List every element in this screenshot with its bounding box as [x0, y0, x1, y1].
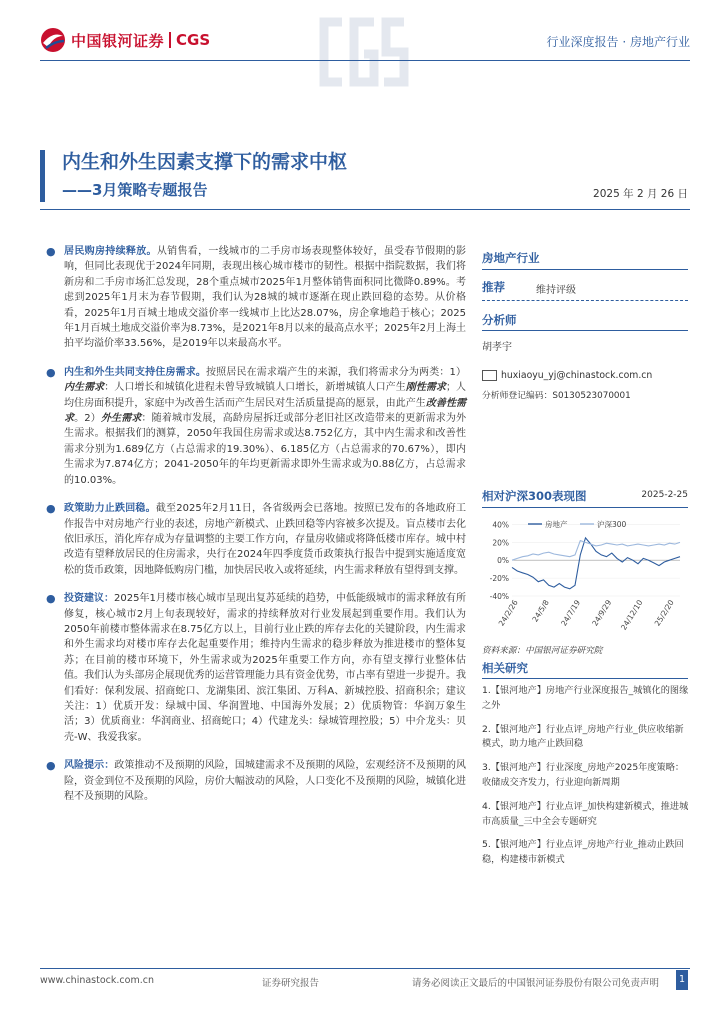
chart-date: 2025-2-25: [641, 490, 688, 500]
summary-paragraph-needs: [44, 365, 466, 488]
paragraph-text: ：随着城市发展，高龄房屋拆迁或部分老旧社区改造带来的更新需求为外生需求。根据我们的测算，2050年我国住房需求或达8.752亿方，其中内生需求和改善性需求分别为1.689亿方（占总需求的19.30%）、6.185亿方（占总需求的70.67%），即内生需求为7.874亿方；2041-2050年的年均更新需求即外生需求或为0.88亿方，占总需求的10.03%。: [64, 413, 467, 486]
related-item[interactable]: 1.【银河地产】房地产行业深度报告_城镇化的图缘之外: [482, 685, 689, 711]
sidebar-divider: [482, 330, 688, 331]
related-item[interactable]: 3.【银河地产】行业深度_房地产2025年度策略：收储成交齐发力，行业迎向新周期: [482, 762, 685, 788]
analyst-email[interactable]: huxiaoyu_yj@chinastock.com.cn: [501, 370, 653, 381]
analyst-email-row: [482, 370, 652, 381]
paragraph-text: 按照居民在需求端产生的来源，我们将需求分为两类：1）: [206, 366, 466, 378]
footer-disclaimer: 请务必阅读正文最后的中国银河证券股份有限公司免责声明: [412, 978, 660, 989]
sidebar-industry-heading: 房地产行业: [482, 251, 540, 265]
footer-url[interactable]: www.chinastock.com.cn: [40, 975, 154, 986]
chart-x-tick-label: 24/5/8: [530, 598, 551, 624]
title-divider: [40, 209, 690, 210]
chart-x-tick-label: 24/7/19: [559, 598, 583, 628]
related-research-heading: 相关研究: [482, 661, 528, 675]
related-item[interactable]: 4.【银河地产】行业点评_加快构建新模式，推进城市高质量_三中全会专题研究: [482, 800, 689, 827]
page-number: 1: [676, 970, 688, 990]
chart-x-tick-label: 24/2/26: [496, 598, 520, 628]
chart-x-tick-label: 24/9/29: [590, 598, 614, 628]
emphasis-text: 内生需求: [64, 382, 105, 394]
rating-value: 维持评级: [536, 285, 576, 296]
chart-x-tick-label: 24/12/10: [619, 598, 645, 632]
chart-heading: 相对沪深300表现图: [482, 489, 587, 503]
company-logo: [40, 26, 210, 54]
emphasis-text: 改善性需求: [64, 397, 467, 425]
sidebar-divider: [482, 507, 688, 508]
paragraph-text: ；人均住房面积提升，家庭中为改善生活而产生: [64, 382, 467, 409]
bullet-icon: ●: [46, 502, 56, 516]
title-accent-bar: [40, 150, 45, 202]
chart-source: 资料来源：中国银河证券研究院: [482, 646, 603, 656]
mail-icon: [482, 370, 497, 381]
analyst-heading: 分析师: [482, 313, 517, 327]
chart-y-tick-label: 20%: [492, 538, 509, 548]
emphasis-text: 刚性需求: [405, 382, 446, 394]
summary-paragraph-policy: [44, 501, 466, 578]
logo-en-text: CGS: [176, 31, 211, 49]
footer-report-type: 证券研究报告: [262, 978, 320, 989]
related-item[interactable]: 5.【银河地产】行业点评_房地产行业_推动止跌回稳，构建楼市新模式: [482, 839, 684, 866]
paragraph-text: 政策推动不及预期的风险，国城建需求不及预期的风险，宏观经济不及预期的风险，资金到位不及预期的风险，房价大幅波动的风险，人口变化不及预期的风险，城镇化进程不及预期的风险。: [64, 760, 467, 802]
paragraph-text: 从销售看，一线城市的二手房市场表现整体较好，虽受春节假期的影响，但同比表现优于2024年同期，表现出核心城市楼市的韧性。根据中指院数据，我们将新房和二手房市场汇总发现，28个重点城市2025年1月整体销售面积同比微降0.89%。考虑到2025年1月末为春节假期，我们认为28城的城市逐渐在现止跌回稳的态势。从价格看，2025年1月百城土地成交溢价率一线城市上比达28.07%，房企拿地趋于核心；2025年1月百城土地成交溢价率为8.73%，是2021年8月以来的最高点水平；2025年2月上海土拍平均溢价率33.56%，是2019年以来最高水平。: [64, 246, 467, 350]
paragraph-key: 投资建议：: [64, 593, 115, 605]
sidebar-divider: [482, 269, 688, 270]
report-date: 2025 年 2 月 26 日: [593, 188, 688, 200]
summary-paragraph-demand: [44, 244, 466, 352]
sidebar-divider: [482, 678, 688, 679]
summary-paragraph-risk: [44, 758, 466, 804]
chart-x-tick-label: 25/2/20: [652, 598, 676, 628]
relative-performance-chart: [482, 512, 688, 640]
footer-divider: [40, 968, 690, 969]
chart-series: [512, 538, 680, 589]
chart-grid: [512, 524, 680, 596]
chart-y-tick-label: 40%: [492, 520, 509, 530]
chart-x-axis: [497, 598, 676, 632]
legend-label: 沪深300: [597, 520, 627, 529]
sidebar-dashed-divider: [482, 300, 688, 301]
main-summary-column: [44, 244, 466, 817]
galaxy-emblem-icon: [40, 27, 66, 53]
bullet-icon: ●: [46, 592, 56, 606]
cgs-watermark-icon: [312, 14, 412, 90]
chart-y-tick-label: -40%: [489, 592, 509, 601]
bullet-icon: ●: [46, 759, 56, 773]
bullet-icon: ●: [46, 245, 56, 258]
paragraph-text: ：人口增长和城镇化进程未曾导致城镇人口增长，新增城镇人口产生: [104, 382, 406, 394]
chart-y-tick-label: 0%: [497, 556, 509, 566]
paragraph-key: 内生和外生共同支持住房需求。: [64, 366, 207, 378]
related-research-list: [482, 684, 690, 868]
paragraph-text: 2025年1月楼市核心城市呈现出复苏延续的趋势，中低能级城市的需求释放有所修复，核心城市2月上旬表现较好，需求的持续释放对行业发展起到重要作用。我们认为2050年前楼市整体需求在8.75亿方以上，目前行业止跌的库存去化的关键阶段，内生需求和外生需求均对楼市库存去化起重要作用；维持内生需求的稳步释放为推进楼市的整体复苏；在目前的楼市环境下，外生需求或为2025年重要工作方向，亦有望支撑行业整体估值。我们认为头部房企展现优秀的运营管理能力具有资金优势，市占率有望进一步提升。我们看好：保利发展、招商蛇口、龙湖集团、滨江集团、万科A、新城控股、招商积余；建议关注：1）优质开发：绿城中国、华润置地、中国海外发展；2）优质物管：华润万象生活；3）优质商业：华润商业、招商蛇口；4）代建龙头：绿城管理控股；5）中介龙头：贝壳-W、我爱我家。: [64, 593, 467, 743]
legend-label: 房地产: [545, 520, 568, 529]
report-title: 内生和外生因素支撑下的需求中枢: [62, 151, 348, 173]
summary-paragraph-investment: [44, 591, 466, 745]
paragraph-key: 风险提示：: [64, 760, 115, 772]
rating-label: 推荐: [482, 280, 505, 294]
analyst-cert: 分析师登记编码：S0130523070001: [482, 391, 631, 401]
report-type-tag: 行业深度报告 · 房地产行业: [546, 35, 690, 49]
analyst-name: 胡孝宇: [482, 342, 512, 353]
paragraph-text: 。2）: [74, 413, 101, 425]
header-divider: [40, 60, 690, 61]
related-item[interactable]: 2.【银河地产】行业点评_房地产行业_供应收缩新模式，助力地产止跌回稳: [482, 723, 684, 750]
chart-legend: [528, 519, 627, 529]
paragraph-text: 截至2025年2月11日，各省级两会已落地。按照已发布的各地政府工作报告中对房地产行业的表述，房地产新模式、止跌回稳等内容被多次提及。盲点楼市去化依旧承压，消化库存成为存量调整的主要工作方向，存量房收储或将降低楼市库存。城中村改造有望释放居民的住房需求，央行在2024年四季度货币政策执行报告中提到实施适度宽松的货币政策，因地降低购房门槛，加快居民收入或将延续，内生需求释放有望得到支撑。: [64, 503, 467, 576]
emphasis-text: 外生需求: [100, 413, 142, 425]
chart-y-axis: [490, 520, 509, 601]
paragraph-text: 居民对生活质量提高的愿景，由此产生: [254, 397, 426, 409]
chart-y-tick-label: -20%: [489, 574, 509, 584]
logo-divider: [169, 32, 171, 48]
report-subtitle: ——3月策略专题报告: [62, 181, 208, 199]
paragraph-key: 政策助力止跌回稳。: [64, 503, 156, 515]
logo-cn-text: 中国银河证券: [71, 31, 165, 50]
paragraph-key: 居民购房持续释放。: [64, 246, 157, 257]
bullet-icon: ●: [46, 365, 56, 379]
